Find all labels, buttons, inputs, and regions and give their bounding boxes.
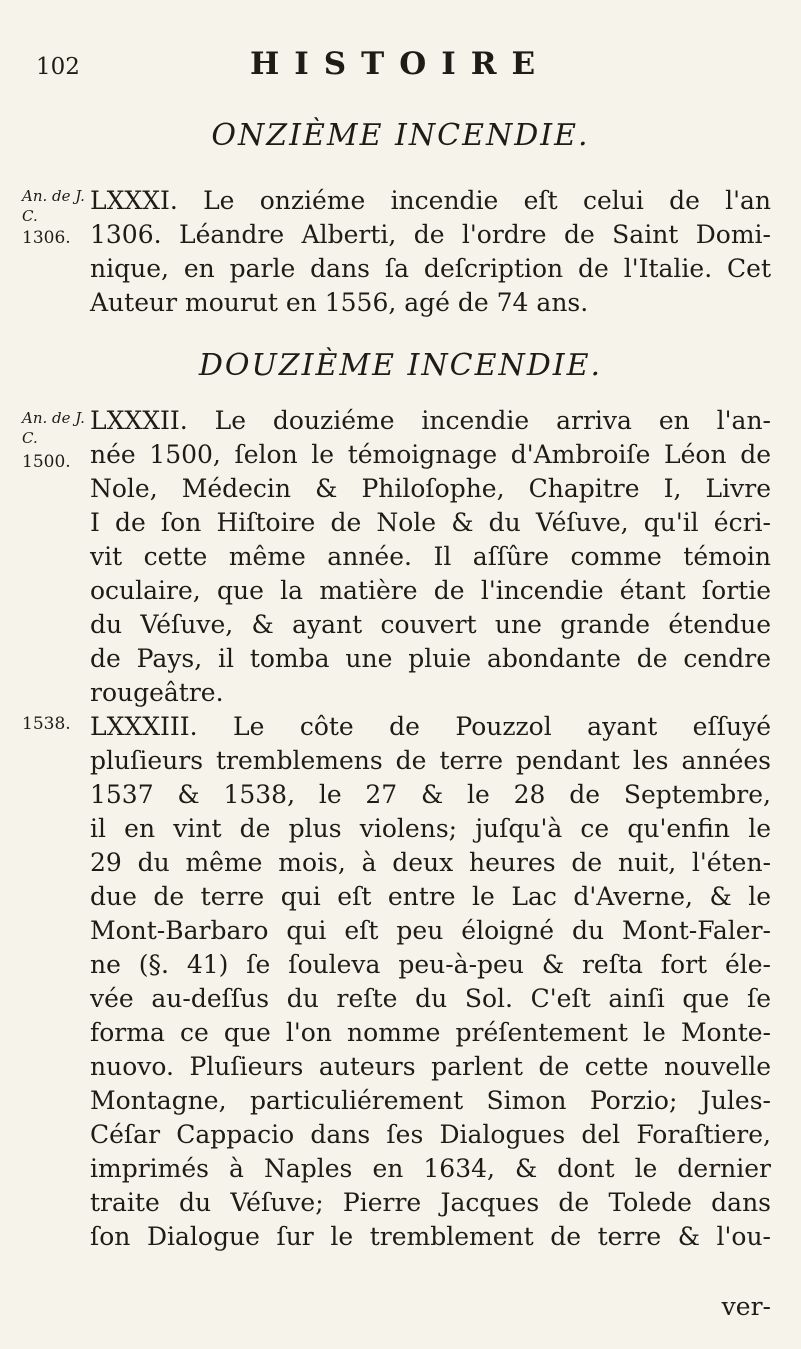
text-line: 1537 & 1538, le 27 & le 28 de Septembre,: [90, 780, 771, 809]
text-line: due de terre qui eſt entre le Lac d'Averne, & le: [90, 882, 771, 911]
text-line: LXXXIII. Le côte de Pouzzol ayant eſſuyé: [90, 712, 771, 741]
running-head: [0, 46, 801, 86]
text-line: oculaire, que la matière de l'incendie étant ſortie: [90, 576, 771, 605]
text-line: Nole, Médecin & Philoſophe, Chapitre I, Livre: [90, 474, 771, 503]
text-line: Mont-Barbaro qui eſt peu éloigné du Mont-Faler-: [90, 916, 771, 945]
margin-year-1306: 1306.: [22, 228, 71, 248]
text-line: vée au-deſſus du reſte du Sol. C'eſt ainſi que ſe: [90, 984, 771, 1013]
section-title-onzieme: ONZIÈME INCENDIE.: [211, 118, 590, 153]
section-title-douzieme: DOUZIÈME INCENDIE.: [198, 348, 603, 383]
text-line: ne (§. 41) ſe ſouleva peu-à-peu & reſta fort éle-: [90, 950, 771, 979]
text-line: il en vint de plus violens; juſqu'à ce qu'enfin le: [90, 814, 771, 843]
text-line: née 1500, ſelon le témoignage d'Ambroiſe Léon de: [90, 440, 771, 469]
text-line: pluſieurs tremblemens de terre pendant les années: [90, 746, 771, 775]
text-line: de Pays, il tomba une pluie abondante de cendre: [90, 644, 771, 673]
catchword: ver-: [721, 1292, 771, 1321]
text-line: nuovo. Pluſieurs auteurs parlent de cette nouvelle: [90, 1052, 771, 1081]
page-number: 102: [36, 54, 80, 80]
text-line: Céſar Cappacio dans ſes Dialogues del Foraſtiere,: [90, 1120, 771, 1149]
text-line: 1306. Léandre Alberti, de l'ordre de Saint Domi-: [90, 220, 771, 249]
text-line: LXXXII. Le douziéme incendie arriva en l'an-: [90, 406, 771, 435]
text-line: 29 du même mois, à deux heures de nuit, l'éten-: [90, 848, 771, 877]
text-line: Montagne, particuliérement Simon Porzio; Jules-: [90, 1086, 771, 1115]
text-line: du Véſuve, & ayant couvert une grande étendue: [90, 610, 771, 639]
margin-note-an-de-jc: An. de J. C.: [22, 187, 85, 225]
text-line: vit cette même année. Il aſſûre comme témoin: [90, 542, 771, 571]
text-line: I de ſon Hiſtoire de Nole & du Véſuve, qu'il écri-: [90, 508, 771, 537]
margin-year-1538: 1538.: [22, 714, 71, 734]
running-title: HISTOIRE: [250, 46, 551, 82]
text-line: nique, en parle dans ſa deſcription de l'Italie. Cet: [90, 254, 771, 283]
text-line: traite du Véſuve; Pierre Jacques de Tolede dans: [90, 1188, 771, 1217]
text-line: Auteur mourut en 1556, agé de 74 ans.: [90, 288, 589, 317]
text-line: imprimés à Naples en 1634, & dont le dernier: [90, 1154, 771, 1183]
text-line: ſon Dialogue ſur le tremblement de terre & l'ou-: [90, 1222, 771, 1251]
margin-note-an-de-jc: An. de J. C.: [22, 409, 85, 447]
text-line: forma ce que l'on nomme préſentement le Monte-: [90, 1018, 771, 1047]
margin-year-1500: 1500.: [22, 452, 71, 472]
text-line: LXXXI. Le onziéme incendie eſt celui de l'an: [90, 186, 771, 215]
text-line: rougeâtre.: [90, 678, 224, 707]
